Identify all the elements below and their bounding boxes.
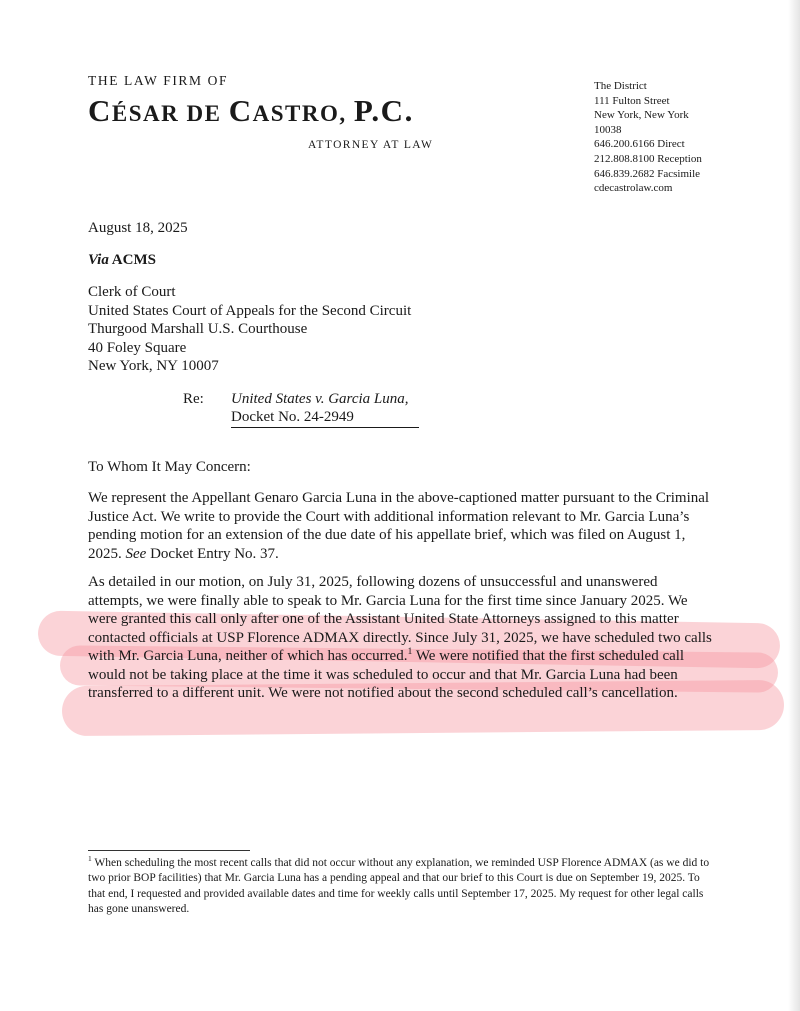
- firm-name-part: ÉSAR DE: [111, 101, 229, 126]
- re-docket-number: Docket No. 24-2949: [231, 408, 419, 428]
- paragraph-1: [88, 489, 713, 563]
- firm-name: [88, 93, 414, 129]
- footnote-text: When scheduling the most recent calls that did not occur without any explanation, we reminded USP Florence ADMAX (as we did to two prior BOP facilities) that Mr. Garcia Luna has a pending appeal and that our brief to this Court is due on September 19, 2025. To that end, I requested and provided available dates and time for weekly calls until September 17, 2025. My request for other legal calls has gone unanswered.: [88, 857, 710, 916]
- firm-prefix: THE LAW FIRM OF: [88, 73, 229, 88]
- firm-subtitle: ATTORNEY AT LAW: [308, 139, 434, 151]
- recipient-line: New York, NY 10007: [88, 358, 219, 374]
- footnote: [88, 856, 713, 918]
- recipient-block: [88, 283, 411, 376]
- firm-name-initial-c: C: [88, 93, 112, 128]
- page-edge-shadow: [788, 0, 800, 1011]
- paragraph-text: Docket Entry No. 37.: [146, 545, 279, 562]
- re-label: Re:: [183, 391, 204, 407]
- delivery-method: [88, 251, 156, 270]
- recipient-line: United States Court of Appeals for the Second Circuit: [88, 302, 412, 319]
- address-line: New York, New York: [594, 109, 689, 122]
- address-line: 646.200.6166 Direct: [594, 138, 685, 151]
- footnote-number: 1: [88, 854, 92, 864]
- recipient-line: 40 Foley Square: [88, 339, 187, 356]
- paragraph-text: We represent the Appellant Genaro Garcia Luna in the above-captioned matter pursuant to the Criminal Justice Act. We write to provide the Court with additional information relevant to Mr. Garcia Luna’s pending motion for an extension of the due date of his appellate brief, which was filed on August 1, 2025.: [88, 490, 710, 562]
- paragraph-text: As detailed in our motion, on July 31, 2025, following dozens of unsuccessful and unanswered attempts, we were finally able to speak to Mr. Garcia Luna for the first time since January 2025. We were granted this call only after one of the Assistant United State Attorneys assigned to this matter contacted officials at USP Florence ADMAX directly. Since July 31, 2025, we have scheduled two calls with Mr. Garcia Luna, neither of which has occurred.: [88, 574, 712, 664]
- address-line: 10038: [594, 123, 622, 136]
- address-line: 646.839.2682 Facsimile: [594, 167, 701, 180]
- footnote-reference: 1: [407, 646, 413, 657]
- address-line: 111 Fulton Street: [594, 94, 670, 107]
- address-line: The District: [594, 80, 647, 92]
- paragraph-2: [88, 573, 713, 703]
- salutation: To Whom It May Concern:: [88, 459, 251, 475]
- footnote-divider: [88, 850, 250, 851]
- re-case-name: United States v. Garcia Luna,: [231, 391, 409, 407]
- via-prefix: Via: [88, 252, 109, 268]
- paragraph-text: We were notified that the first scheduled call would not be taking place at the time it was scheduled to occur and that Mr. Garcia Luna had been transferred to a different unit. We were not notified about the second scheduled call’s cancellation.: [88, 648, 685, 701]
- see-signal: See: [125, 545, 147, 562]
- via-method: ACMS: [111, 252, 156, 268]
- firm-name-part: ASTRO,: [252, 101, 354, 126]
- letter-date: August 18, 2025: [88, 220, 188, 236]
- recipient-line: Thurgood Marshall U.S. Courthouse: [88, 321, 308, 337]
- address-line: cdecastrolaw.com: [594, 182, 673, 191]
- firm-name-initial-c2: C: [228, 93, 253, 128]
- recipient-line: Clerk of Court: [88, 284, 176, 300]
- firm-name-suffix: P.C.: [353, 93, 414, 128]
- address-line: 212.808.8100 Reception: [594, 152, 702, 165]
- firm-address-block: [594, 79, 702, 191]
